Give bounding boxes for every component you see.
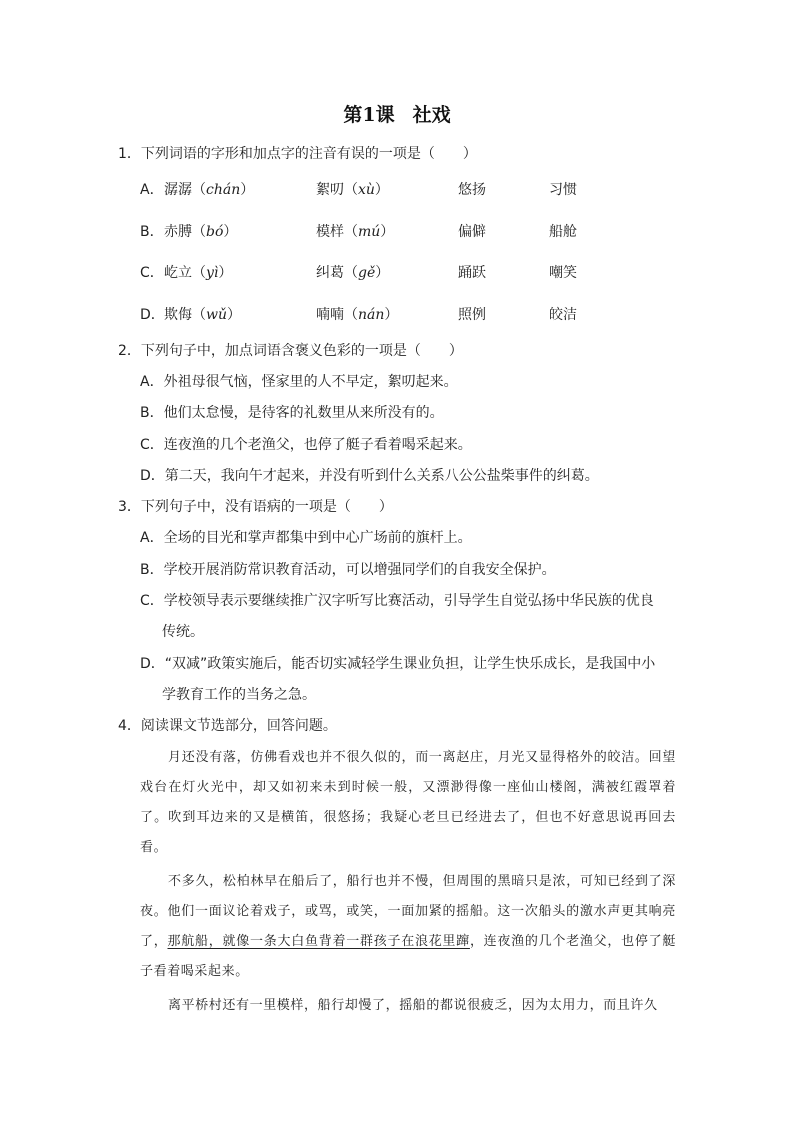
word: 潺潺（chán） [164, 182, 255, 198]
q2-option-b: B．他们太怠慢，是待客的礼数里从来所没有的。 [140, 405, 444, 421]
word: 喃喃（nán） [316, 307, 399, 323]
q3-option-c: C．学校领导表示要继续推广汉字听写比赛活动，引导学生自觉弘扬中华民族的优良 [140, 593, 654, 609]
word: 照例 [458, 307, 486, 323]
lesson-name: 社戏 [412, 104, 451, 126]
option-letter: A． [140, 182, 164, 198]
word: 欺侮（wǔ） [164, 307, 241, 323]
word: 悠扬 [458, 182, 486, 198]
q3-option-a: A．全场的目光和掌声都集中到中心广场前的旗杆上。 [140, 530, 472, 546]
q2-option-d: D．第二天，我向午才起来，并没有听到什么关系八公公盐柴事件的纠葛。 [140, 468, 599, 484]
q2-option-a: A．外祖母很气恼，怪家里的人不早定，絮叨起来。 [140, 374, 458, 390]
underlined-sentence: 那航船，就像一条大白鱼背着一群孩子在浪花里蹿 [167, 934, 470, 949]
lesson-number: 第1课 [343, 104, 395, 126]
q3-option-d: D．“双减”政策实施后，能否切实减轻学生课业负担，让学生快乐成长，是我国中小 [140, 656, 656, 672]
word: 屹立（yì） [164, 265, 233, 281]
word: 船舱 [549, 224, 577, 240]
word: 踊跃 [458, 265, 486, 281]
word: 习惯 [549, 182, 577, 198]
word: 嘲笑 [549, 265, 577, 281]
page-title [0, 100, 794, 127]
word: 模样（mú） [316, 224, 395, 240]
option-letter: C． [140, 265, 164, 281]
q1-stem: 1．下列词语的字形和加点字的注音有误的一项是（ ） [118, 146, 477, 162]
q3-stem: 3．下列句子中，没有语病的一项是（ ） [118, 499, 393, 515]
option-letter: B． [140, 224, 164, 240]
q2-stem: 2．下列句子中，加点词语含褒义色彩的一项是（ ） [118, 343, 463, 359]
q3-option-c-continued: 传统。 [162, 624, 204, 640]
option-letter: D． [140, 307, 165, 323]
word: 纠葛（gě） [316, 265, 390, 281]
q3-option-d-continued: 学教育工作的当务之急。 [162, 687, 316, 703]
q2-option-c: C．连夜渔的几个老渔父，也停了艇子看着喝采起来。 [140, 437, 472, 453]
passage-paragraph-3: 离平桥村还有一里模样，船行却慢了，摇船的都说很疲乏，因为太用力，而且许久 [168, 998, 658, 1013]
passage-paragraph-1: 月还没有落，仿佛看戏也并不很久似的，而一离赵庄，月光又显得格外的皎洁。回望戏台在灯火光中，却又如初来未到时候一般，又漂渺得像一座仙山楼阁，满被红霞罩着了。吹到耳边来的又是横笛，很悠扬；我疑心老旦已经进去了，但也不好意思说再回去看。 [140, 750, 676, 855]
word: 皎洁 [549, 307, 577, 323]
word: 偏僻 [458, 224, 486, 240]
q4-stem: 4．阅读课文节选部分，回答问题。 [118, 718, 337, 734]
q3-option-b: B．学校开展消防常识教育活动，可以增强同学们的自我安全保护。 [140, 562, 556, 578]
word: 赤膊（bó） [164, 224, 238, 240]
passage-paragraph-2: 不多久，松柏林早在船后了，船行也并不慢，但周围的黑暗只是浓，可知已经到了深夜。他们一面议论着戏子，或骂，或笑，一面加紧的摇船。这一次船头的激水声更其响亮了，那航船，就像一条大白鱼背着一群孩子在浪花里蹿，连夜渔的几个老渔父，也停了艇子看着喝采起来。 [140, 874, 676, 979]
word: 絮叨（xù） [316, 182, 389, 198]
